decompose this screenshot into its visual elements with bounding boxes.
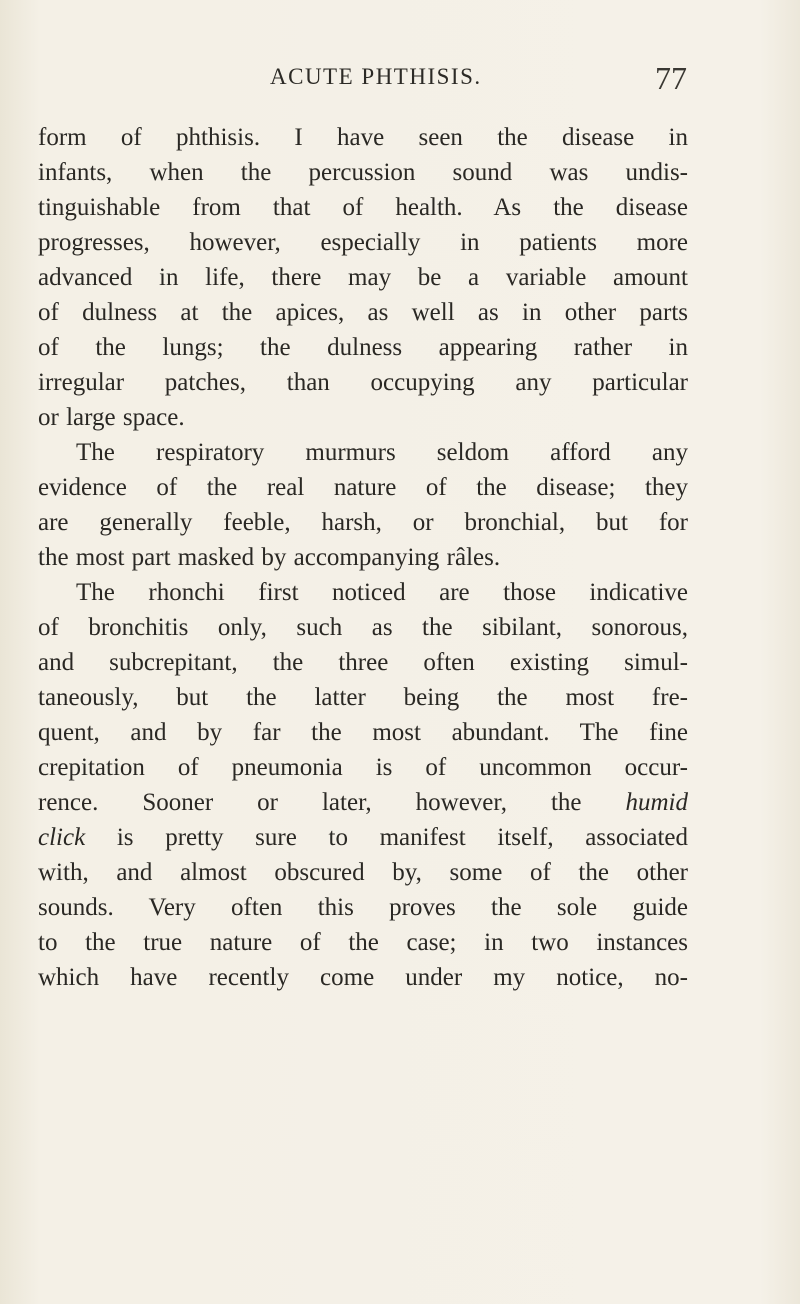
italic-term: humid xyxy=(625,789,688,816)
text-line: to the true nature of the case; in two instances xyxy=(38,929,688,956)
italic-term: click xyxy=(38,824,86,851)
text-line: progresses, however, especially in patients more xyxy=(38,229,688,256)
text-segment: rence. Sooner or later, however, the xyxy=(38,789,582,816)
text-line: sounds. Very often this proves the sole guide xyxy=(38,894,688,921)
text-line: quent, and by far the most abundant. The fine xyxy=(38,719,688,746)
text-line: the most part masked by accompanying râles. xyxy=(38,544,501,571)
text-line: of the lungs; the dulness appearing rather in xyxy=(38,334,688,361)
text-segment: is pretty sure to manifest itself, associated xyxy=(116,824,689,851)
page-number: 77 xyxy=(655,60,687,96)
text-line: of bronchitis only, such as the sibilant, sonorous, xyxy=(38,614,688,641)
running-head xyxy=(0,60,800,104)
text-line: and subcrepitant, the three often existing simul- xyxy=(38,649,688,676)
text-line-with-italic xyxy=(38,785,688,820)
body-text xyxy=(38,120,688,995)
text-line: infants, when the percussion sound was undis- xyxy=(38,159,688,186)
text-line: form of phthisis. I have seen the disease in xyxy=(38,124,688,151)
text-line: of dulness at the apices, as well as in other parts xyxy=(38,299,688,326)
text-line: or large space. xyxy=(38,404,185,431)
text-line: irregular patches, than occupying any particular xyxy=(38,369,688,396)
text-line: with, and almost obscured by, some of the other xyxy=(38,859,688,886)
text-line: are generally feeble, harsh, or bronchial, but for xyxy=(38,509,688,536)
text-line: tinguishable from that of health. As the disease xyxy=(38,194,688,221)
text-line: which have recently come under my notice, no- xyxy=(38,964,688,991)
running-head-title: ACUTE PHTHISIS. xyxy=(270,64,482,89)
text-line-with-italic xyxy=(38,820,688,855)
text-line: evidence of the real nature of the disease; they xyxy=(38,474,688,501)
text-line: taneously, but the latter being the most fre- xyxy=(38,684,688,711)
text-line: The rhonchi first noticed are those indicative xyxy=(76,579,688,606)
text-line: advanced in life, there may be a variable amount xyxy=(38,264,688,291)
text-line: crepitation of pneumonia is of uncommon occur- xyxy=(38,754,688,781)
text-line: The respiratory murmurs seldom afford any xyxy=(76,439,688,466)
